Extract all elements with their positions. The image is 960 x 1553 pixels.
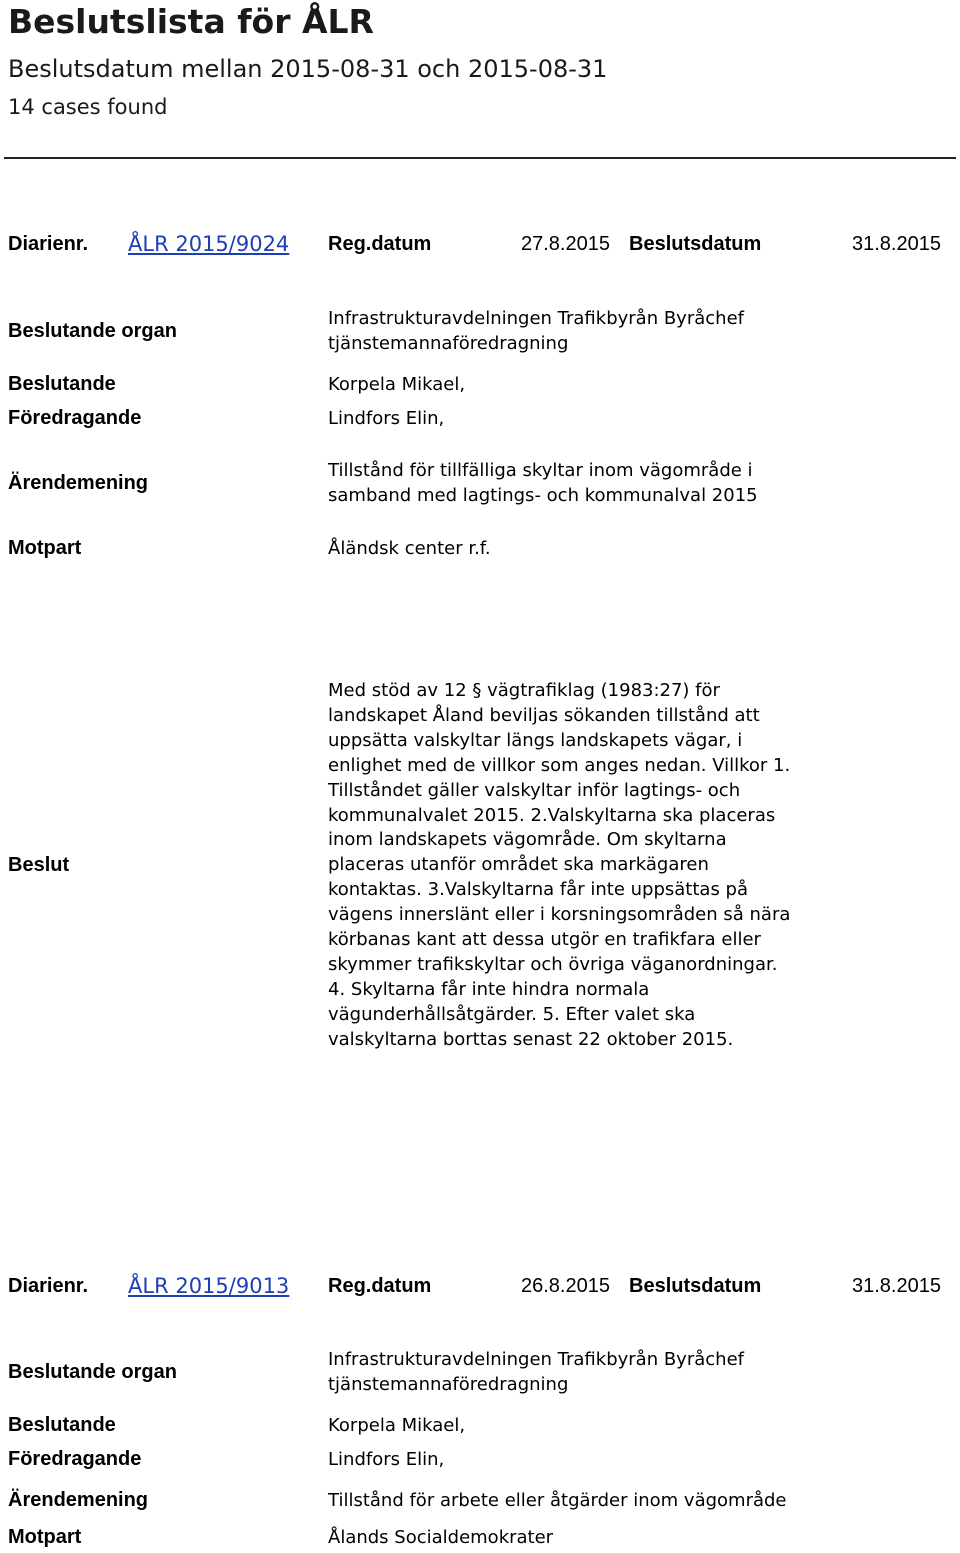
arendemening-label: Ärendemening bbox=[8, 1489, 149, 1511]
beslutande-organ-value-cont: tjänstemannaföredragning bbox=[328, 1374, 569, 1395]
beslut-line: uppsätta valskyltar längs landskapets vägar, i bbox=[328, 729, 743, 751]
beslut-line: landskapet Åland beviljas sökanden tillstånd att bbox=[328, 704, 760, 726]
beslut-line: 4. Skyltarna får inte hindra normala bbox=[328, 978, 650, 1000]
diarienr-label: Diarienr. bbox=[8, 233, 89, 255]
beslut-line: skymmer trafikskyltar och övriga väganordningar. bbox=[328, 953, 778, 975]
beslut-line: vägens innerslänt eller i korsningsområden så nära bbox=[328, 904, 791, 926]
header-divider bbox=[4, 157, 956, 159]
beslutande-value: Korpela Mikael, bbox=[328, 374, 466, 395]
beslutande-organ-label: Beslutande organ bbox=[8, 1361, 177, 1383]
beslutande-label: Beslutande bbox=[8, 1414, 116, 1436]
motpart-value: Ålands Socialdemokrater bbox=[328, 1527, 554, 1548]
beslut-line: enlighet med de villkor som anges nedan. Villkor 1. bbox=[328, 754, 791, 776]
beslut-line: kontaktas. 3.Valskyltarna får inte uppsättas på bbox=[328, 879, 749, 901]
arendemening-value: Tillstånd för tillfälliga skyltar inom vägområde i bbox=[328, 460, 753, 481]
beslutsdatum-value: 31.8.2015 bbox=[852, 1275, 941, 1297]
arendemening-value-cont: samband med lagtings- och kommunalval 2015 bbox=[328, 485, 758, 506]
diarienr-link[interactable]: ÅLR 2015/9013 bbox=[128, 1274, 290, 1298]
regdatum-label: Reg.datum bbox=[328, 1275, 432, 1297]
beslut-label: Beslut bbox=[8, 854, 70, 876]
beslutande-organ-value: Infrastrukturavdelningen Trafikbyrån Byråchef bbox=[328, 1349, 744, 1370]
beslutande-organ-label: Beslutande organ bbox=[8, 320, 177, 342]
motpart-label: Motpart bbox=[8, 537, 82, 559]
beslut-line: placeras utanför området ska markägaren bbox=[328, 854, 709, 876]
beslut-text bbox=[328, 679, 828, 1053]
regdatum-value: 26.8.2015 bbox=[521, 1275, 610, 1297]
page-title: Beslutslista för ÅLR bbox=[8, 2, 374, 41]
foredragande-value: Lindfors Elin, bbox=[328, 408, 445, 429]
foredragande-label: Föredragande bbox=[8, 1448, 142, 1470]
arendemening-value: Tillstånd för arbete eller åtgärder inom vägområde bbox=[328, 1490, 787, 1511]
case-count: 14 cases found bbox=[8, 95, 168, 119]
regdatum-value: 27.8.2015 bbox=[521, 233, 610, 255]
arendemening-label: Ärendemening bbox=[8, 472, 149, 494]
beslut-line: Tillståndet gäller valskyltar inför lagtings- och bbox=[328, 779, 741, 801]
beslutande-label: Beslutande bbox=[8, 373, 116, 395]
foredragande-value: Lindfors Elin, bbox=[328, 1449, 445, 1470]
beslutande-organ-value-cont: tjänstemannaföredragning bbox=[328, 333, 569, 354]
beslut-line: körbanas kant att dessa utgör en trafikfara eller bbox=[328, 929, 761, 951]
page-subtitle: Beslutsdatum mellan 2015-08-31 och 2015-08-31 bbox=[8, 55, 608, 83]
motpart-label: Motpart bbox=[8, 1526, 82, 1548]
beslutande-organ-value: Infrastrukturavdelningen Trafikbyrån Byråchef bbox=[328, 308, 744, 329]
beslut-line: valskyltarna borttas senast 22 oktober 2015. bbox=[328, 1028, 734, 1050]
beslutsdatum-value: 31.8.2015 bbox=[852, 233, 941, 255]
regdatum-label: Reg.datum bbox=[328, 233, 432, 255]
foredragande-label: Föredragande bbox=[8, 407, 142, 429]
beslutsdatum-label: Beslutsdatum bbox=[629, 233, 762, 255]
beslut-line: vägunderhållsåtgärder. 5. Efter valet ska bbox=[328, 1003, 696, 1025]
beslutande-value: Korpela Mikael, bbox=[328, 1415, 466, 1436]
beslut-line: Med stöd av 12 § vägtrafiklag (1983:27) för bbox=[328, 680, 720, 701]
beslut-line: kommunalvalet 2015. 2.Valskyltarna ska placeras bbox=[328, 804, 776, 826]
beslut-line: inom landskapets vägområde. Om skyltarna bbox=[328, 829, 727, 851]
motpart-value: Åländsk center r.f. bbox=[328, 538, 491, 559]
diarienr-link[interactable]: ÅLR 2015/9024 bbox=[128, 232, 290, 256]
diarienr-label: Diarienr. bbox=[8, 1275, 89, 1297]
beslutsdatum-label: Beslutsdatum bbox=[629, 1275, 762, 1297]
